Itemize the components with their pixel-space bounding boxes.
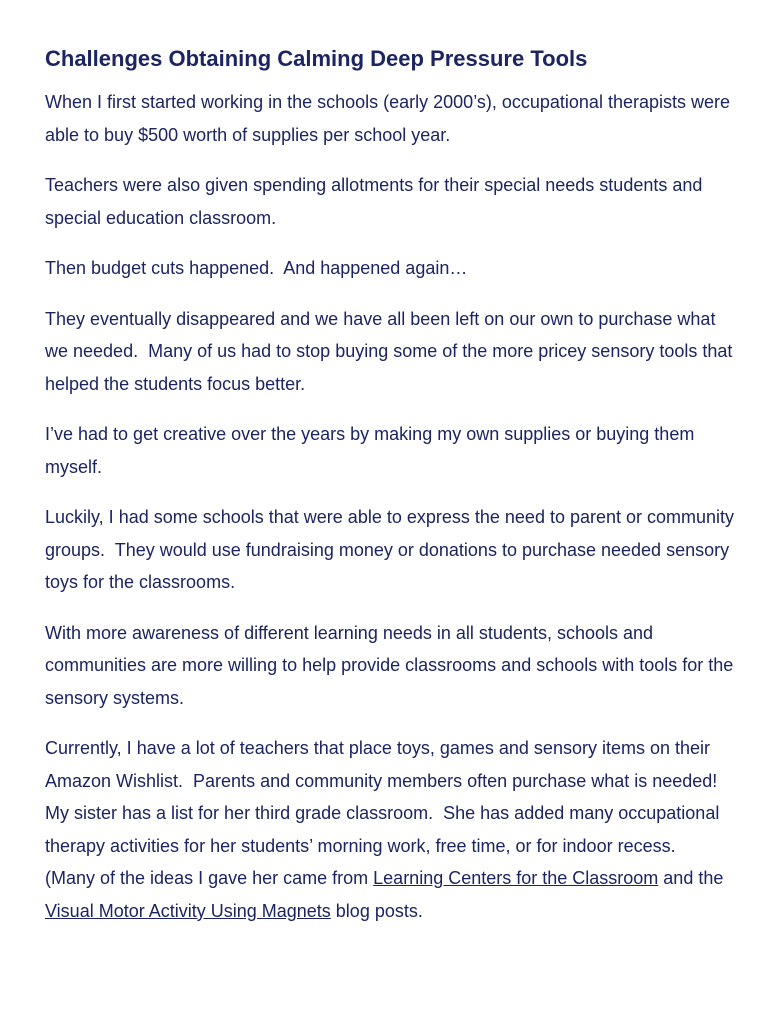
paragraph-early-2000s: When I first started working in the schools (early 2000’s), occupational therapists were able to buy $500 worth of supplies per school year.: [45, 92, 730, 145]
paragraph-more-awareness: With more awareness of different learning needs in all students, schools and communities are more willing to help provide classrooms and schools with tools for the sensory systems.: [45, 622, 734, 708]
wishlist-text-start: Currently, I have a lot of teachers that place toys, games and sensory items on their Amazon Wishlist. Parents and community members often purchase what is needed! My sister has a list for her third grade classroom. She has added many occupational therapy activities for her students’ morning work, free time, or for indoor recess. (Many of the ideas I gave her came from: [45, 738, 723, 888]
paragraph-community-groups: Luckily, I had some schools that were able to express the need to parent or community groups. They would use fundraising money or donations to purchase needed sensory toys for the classrooms.: [45, 507, 735, 592]
article-title: Challenges Obtaining Calming Deep Pressure Tools: [45, 46, 588, 71]
paragraph-teacher-allotments: Teachers were also given spending allotments for their special needs students and special education classroom.: [45, 175, 703, 228]
learning-centers-link[interactable]: Learning Centers for the Classroom: [373, 868, 659, 888]
visual-motor-magnets-link[interactable]: Visual Motor Activity Using Magnets: [45, 900, 331, 921]
paragraph-amazon-wishlist: [45, 732, 735, 927]
wishlist-text-between: and the: [658, 868, 724, 888]
article: [45, 44, 735, 945]
paragraph-left-on-own: They eventually disappeared and we have all been left on our own to purchase what we needed. Many of us had to stop buying some of the more pricey sensory tools that helped the students focus better.: [45, 308, 733, 394]
paragraph-budget-cuts: Then budget cuts happened. And happened again…: [45, 258, 468, 278]
wishlist-text-end: blog posts.: [330, 900, 423, 921]
paragraph-get-creative: I’ve had to get creative over the years by making my own supplies or buying them myself.: [45, 424, 695, 477]
